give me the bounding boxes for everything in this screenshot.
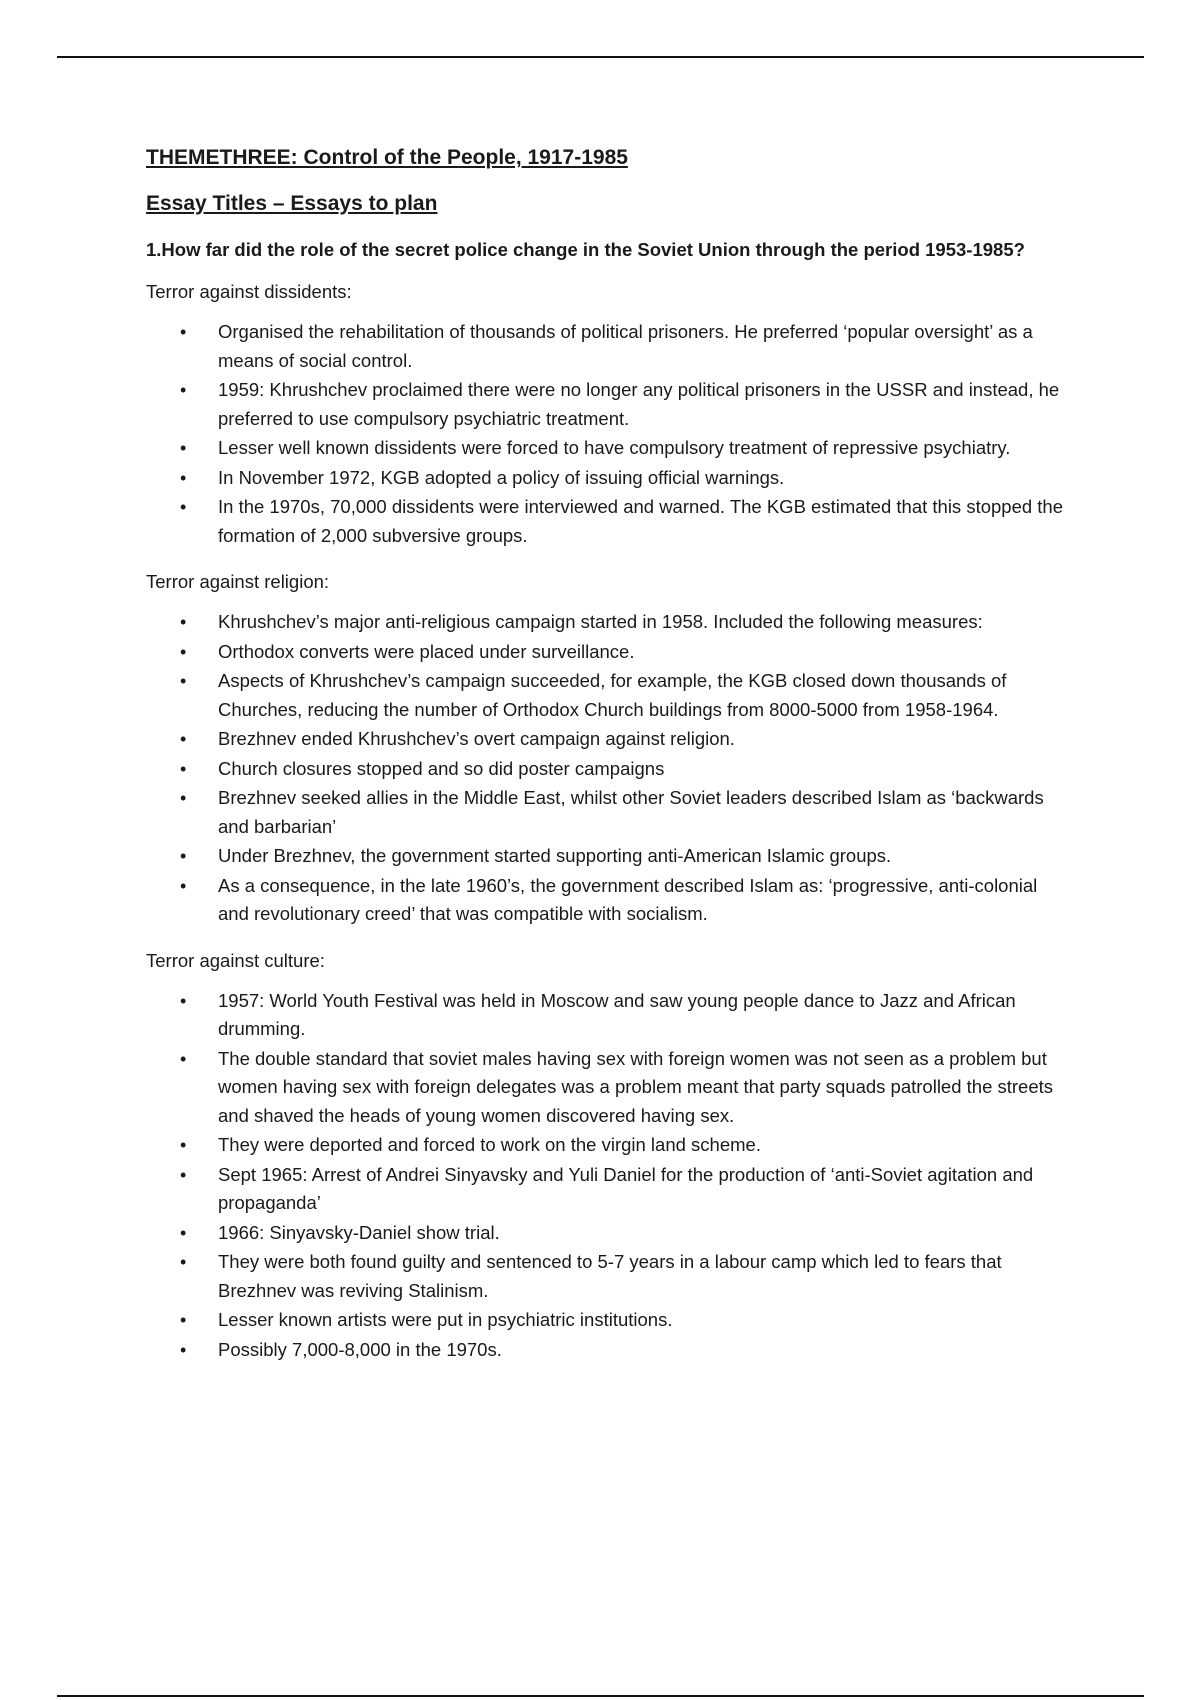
list-item: • The double standard that soviet males having sex with foreign women was not seen as a problem but women having sex with foreign delegates was a problem meant that party squads patrolled the streets and shaved the heads of young women discovered having sex. xyxy=(146,1045,1066,1131)
footer-rule xyxy=(57,1695,1144,1697)
list-item: • Church closures stopped and so did poster campaigns xyxy=(146,755,1066,784)
bullet-icon: • xyxy=(180,846,187,866)
bullet-icon: • xyxy=(180,467,187,488)
list-item: • They were both found guilty and sentenced to 5-7 years in a labour camp which led to fears that Brezhnev was reviving Stalinism. xyxy=(146,1248,1066,1305)
list-item: • Aspects of Khrushchev’s campaign succeeded, for example, the KGB closed down thousands of Churches, reducing the number of Orthodox Church buildings from 8000-5000 from 1958-1964. xyxy=(146,667,1066,724)
bullet-icon: • xyxy=(180,990,187,1011)
bullet-icon: • xyxy=(180,612,187,632)
bullet-icon: • xyxy=(180,758,187,779)
list-item: • Lesser well known dissidents were forced to have compulsory treatment of repressive psychiatry. xyxy=(146,434,1066,463)
header-rule xyxy=(57,56,1144,58)
bullet-icon: • xyxy=(180,380,187,400)
bullet-icon: • xyxy=(180,438,187,458)
list-item: • Khrushchev’s major anti-religious campaign started in 1958. Included the following measures: xyxy=(146,608,1066,637)
list-item: • 1957: World Youth Festival was held in Moscow and saw young people dance to Jazz and African drumming. xyxy=(146,987,1066,1044)
bullet-icon: • xyxy=(180,1222,187,1243)
bullet-icon: • xyxy=(180,671,187,691)
list-item: • As a consequence, in the late 1960’s, the government described Islam as: ‘progressive, anti-colonial and revolutionary creed’ that was compatible with socialism. xyxy=(146,872,1066,929)
list-item: • 1966: Sinyavsky-Daniel show trial. xyxy=(146,1219,1066,1248)
bullet-icon: • xyxy=(180,1048,187,1069)
list-item: • Brezhnev ended Khrushchev’s overt campaign against religion. xyxy=(146,725,1066,754)
bullet-list-religion xyxy=(146,608,1066,929)
essay-question: 1.How far did the role of the secret police change in the Soviet Union through the period 1953-1985? xyxy=(146,239,1025,260)
list-item: • Brezhnev seeked allies in the Middle East, whilst other Soviet leaders described Islam as ‘backwards and barbarian’ xyxy=(146,784,1066,841)
list-item: • Organised the rehabilitation of thousands of political prisoners. He preferred ‘popular oversight’ as a means of social control. xyxy=(146,318,1066,375)
bullet-icon: • xyxy=(180,1310,187,1330)
bullet-icon: • xyxy=(180,1135,187,1155)
section-heading-dissidents: Terror against dissidents: xyxy=(146,281,352,302)
section-heading-culture: Terror against culture: xyxy=(146,949,325,971)
list-item: • Lesser known artists were put in psychiatric institutions. xyxy=(146,1306,1066,1335)
essay-titles-heading: Essay Titles – Essays to plan xyxy=(146,192,438,215)
bullet-icon: • xyxy=(180,1164,187,1185)
bullet-icon: • xyxy=(180,497,187,517)
list-item: • In the 1970s, 70,000 dissidents were interviewed and warned. The KGB estimated that this stopped the formation of 2,000 subversive groups. xyxy=(146,493,1066,550)
list-item: • Sept 1965: Arrest of Andrei Sinyavsky and Yuli Daniel for the production of ‘anti-Soviet agitation and propaganda’ xyxy=(146,1161,1066,1218)
document-body xyxy=(146,144,1066,1382)
theme-title: THEMETHREE: Control of the People, 1917-1985 xyxy=(146,146,628,169)
list-item: • Orthodox converts were placed under surveillance. xyxy=(146,638,1066,667)
bullet-list-dissidents xyxy=(146,318,1066,550)
list-item: • Under Brezhnev, the government started supporting anti-American Islamic groups. xyxy=(146,842,1066,871)
list-item: • Possibly 7,000-8,000 in the 1970s. xyxy=(146,1336,1066,1365)
list-item: • 1959: Khrushchev proclaimed there were no longer any political prisoners in the USSR and instead, he preferred to use compulsory psychiatric treatment. xyxy=(146,376,1066,433)
bullet-icon: • xyxy=(180,322,187,342)
bullet-list-culture xyxy=(146,987,1066,1365)
list-item: • In November 1972, KGB adopted a policy of issuing official warnings. xyxy=(146,464,1066,493)
section-heading-religion: Terror against religion: xyxy=(146,571,330,592)
bullet-icon: • xyxy=(180,788,187,808)
bullet-icon: • xyxy=(180,729,187,749)
bullet-icon: • xyxy=(180,1252,187,1272)
bullet-icon: • xyxy=(180,875,187,896)
list-item: • They were deported and forced to work on the virgin land scheme. xyxy=(146,1131,1066,1160)
bullet-icon: • xyxy=(180,641,187,662)
bullet-icon: • xyxy=(180,1339,187,1360)
